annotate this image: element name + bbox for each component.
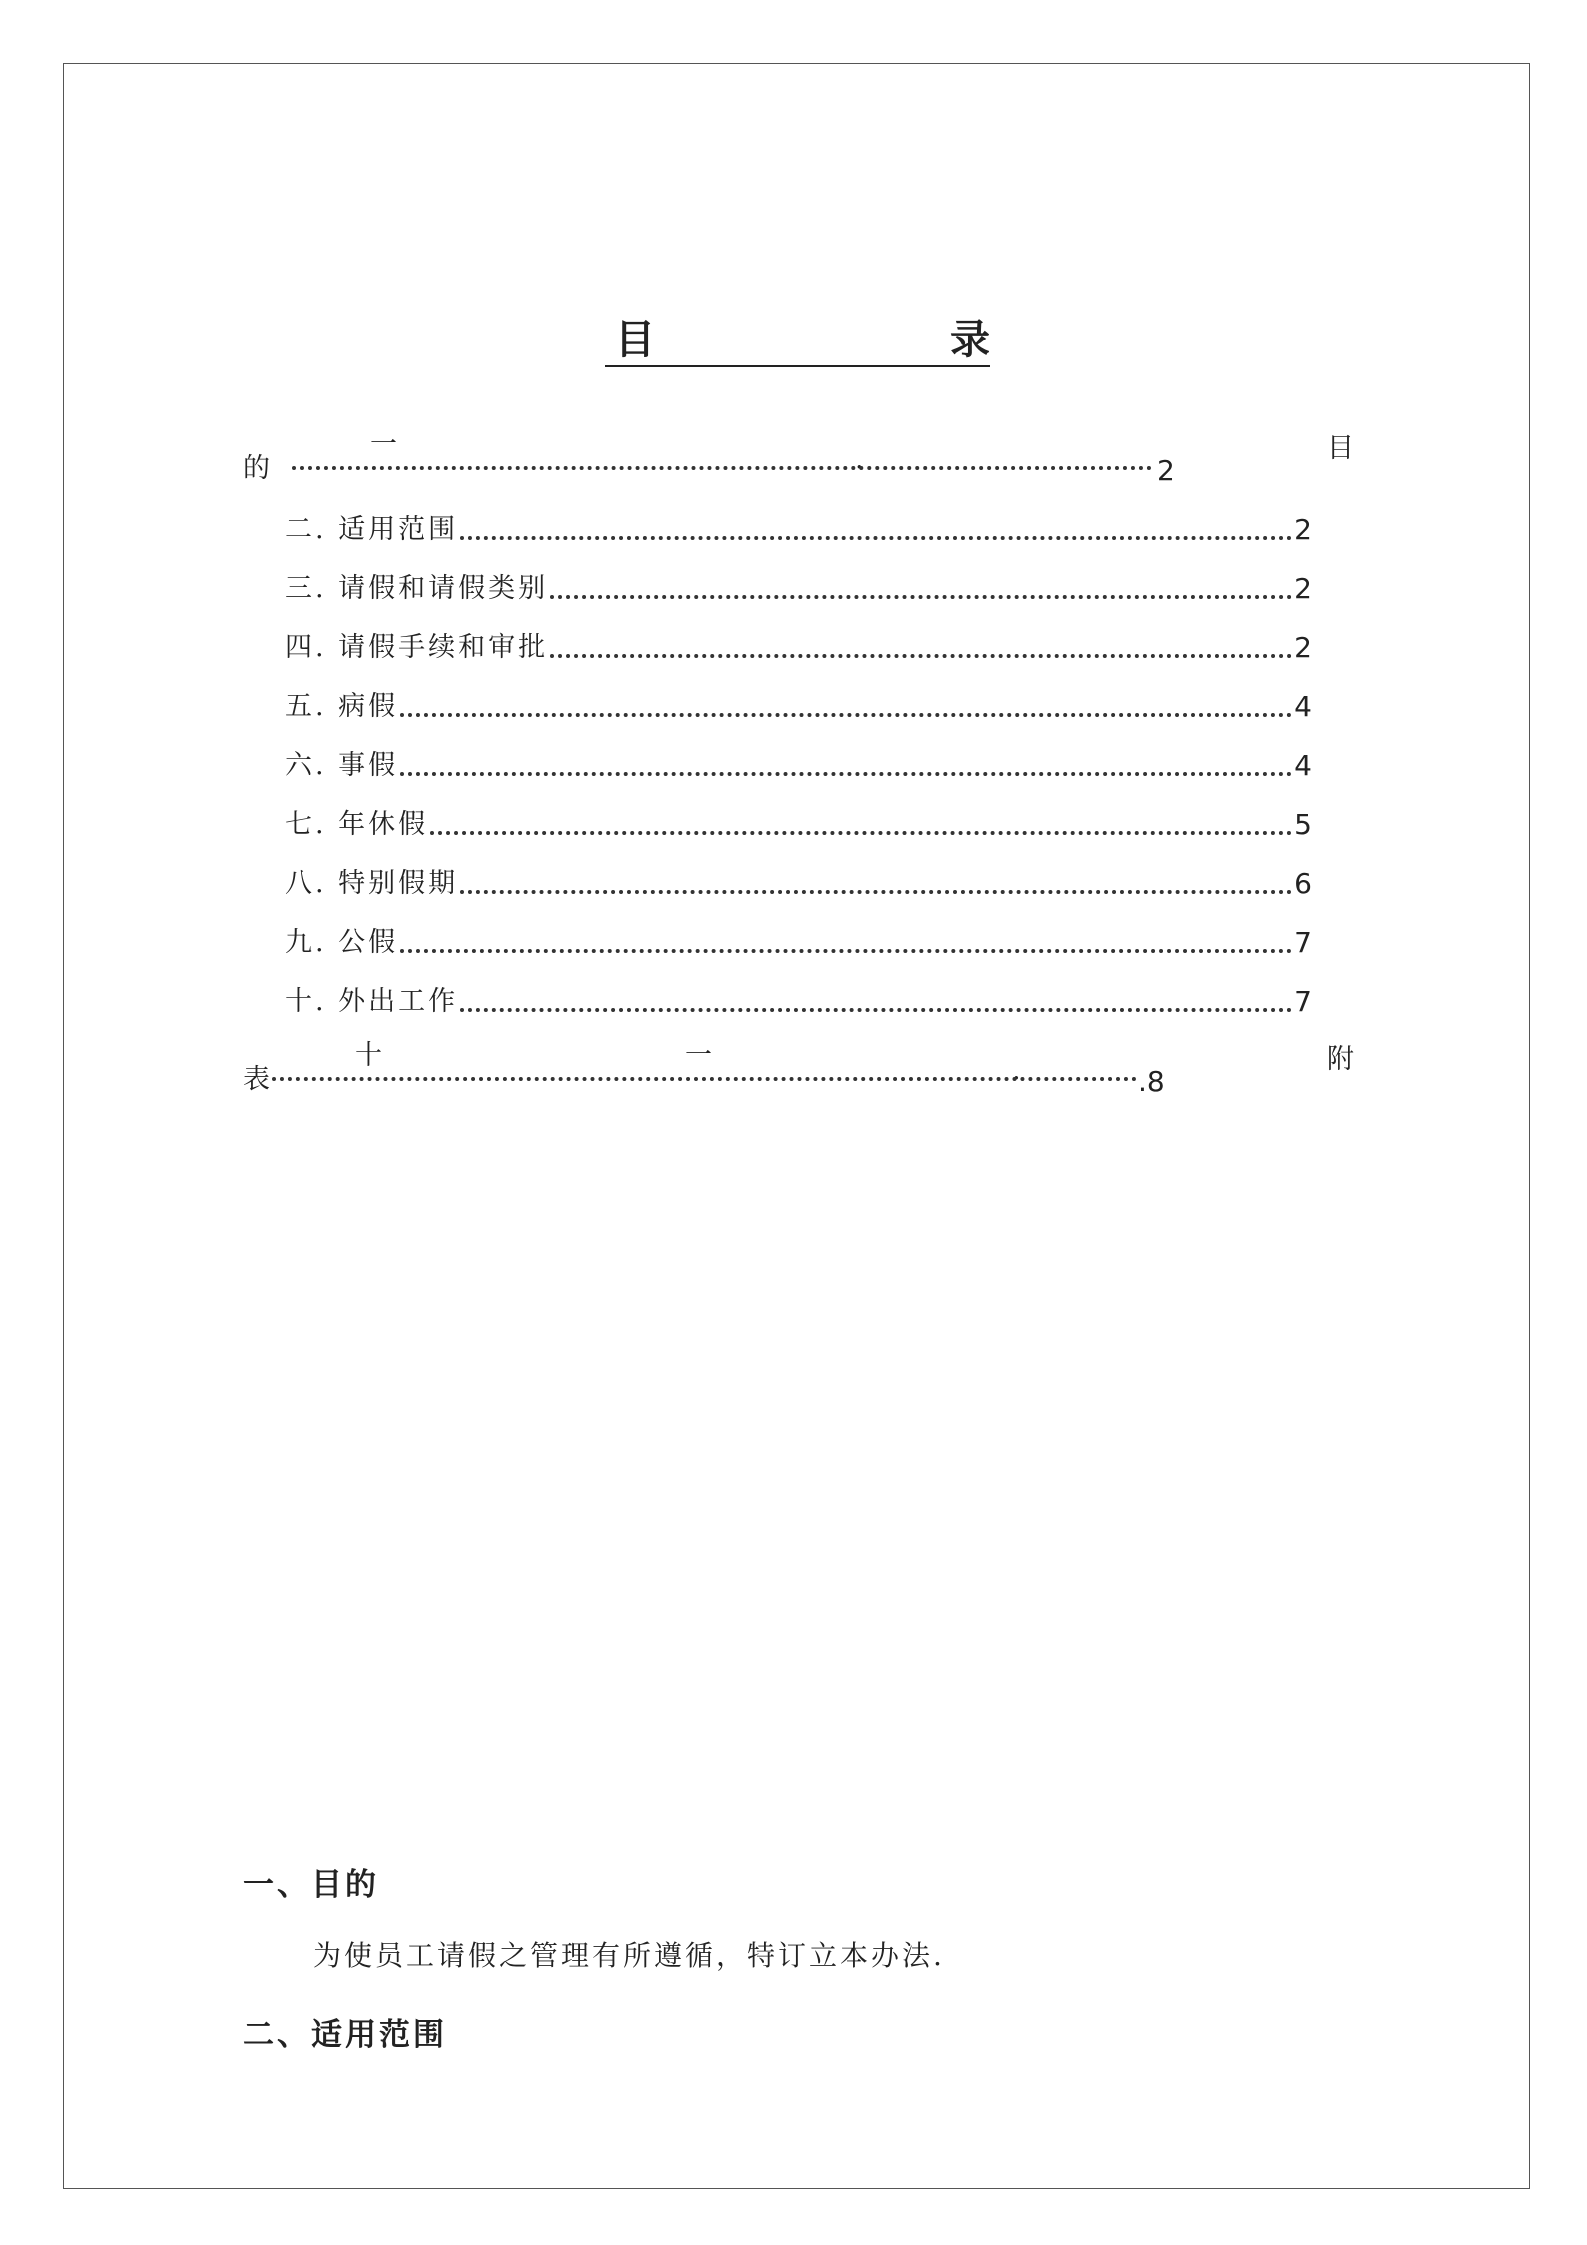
toc-title [605,315,990,367]
section-heading-scope: 二、适用范围 [243,2017,447,2053]
toc-entry-page: 4 [1294,690,1312,723]
toc-entry-1-page: 2 [1157,454,1175,487]
toc-entry-11-dot: . [1012,1055,1021,1086]
toc-entry-leader [550,595,1292,599]
toc-entry-6[interactable] [285,744,1312,784]
toc-entry-11-page: .8 [1138,1065,1165,1098]
toc-title-right: 录 [950,317,990,363]
toc-entry-leader [400,949,1292,953]
toc-entry-1-leader [292,466,1152,470]
toc-entry-11-label-start: 表 [243,1064,270,1095]
toc-entry-leader [460,536,1292,540]
section-paragraph-purpose: 为使员工请假之管理有所遵循，特订立本办法. [313,1939,945,1972]
toc-entry-1-label-end: 目 [1327,433,1354,464]
toc-entry-label: 七. 年休假 [285,809,429,840]
toc-entry-leader [400,772,1292,776]
toc-entry-4[interactable] [285,626,1312,666]
toc-entry-label: 六. 事假 [285,750,399,781]
toc-entry-label: 九. 公假 [285,927,399,958]
toc-entry-10[interactable] [285,980,1312,1020]
toc-entry-label: 八. 特别假期 [285,868,459,899]
toc-entry-5[interactable] [285,685,1312,725]
toc-entry-leader [430,831,1292,835]
toc-entry-label: 五. 病假 [285,691,399,722]
toc-entry-page: 2 [1294,631,1312,664]
toc-entry-1-num: 一 [370,429,397,460]
toc-entry-7[interactable] [285,803,1312,843]
toc-entry-11-num-a: 十 [355,1040,382,1071]
toc-title-left: 目 [615,317,655,363]
toc-entry-page: 2 [1294,572,1312,605]
toc-entry-leader [400,713,1292,717]
toc-entry-9[interactable] [285,921,1312,961]
toc-entry-page: 7 [1294,926,1312,959]
toc-entry-label: 二. 适用范围 [285,514,459,545]
toc-entry-1-label-start: 的 [243,453,270,484]
toc-entry-1-dot: . [855,444,864,475]
toc-entry-page: 4 [1294,749,1312,782]
toc-entry-11-num-b: 一 [685,1040,712,1071]
toc-entry-11-label-end: 附 [1327,1044,1354,1075]
toc-entry-page: 5 [1294,808,1312,841]
toc-entry-label: 三. 请假和请假类别 [285,573,549,604]
toc-entry-label: 四. 请假手续和审批 [285,632,549,663]
section-heading-purpose: 一、目的 [243,1867,379,1903]
toc-entry-11-leader [272,1077,1137,1081]
toc-entry-page: 2 [1294,513,1312,546]
toc-entry-label: 十. 外出工作 [285,986,459,1017]
toc-entry-leader [460,890,1292,894]
toc-entry-2[interactable] [285,508,1312,548]
toc-entry-leader [550,654,1292,658]
toc-entry-leader [460,1008,1292,1012]
toc-entry-page: 7 [1294,985,1312,1018]
toc-entry-8[interactable] [285,862,1312,902]
toc-entry-3[interactable] [285,567,1312,607]
toc-entry-page: 6 [1294,867,1312,900]
